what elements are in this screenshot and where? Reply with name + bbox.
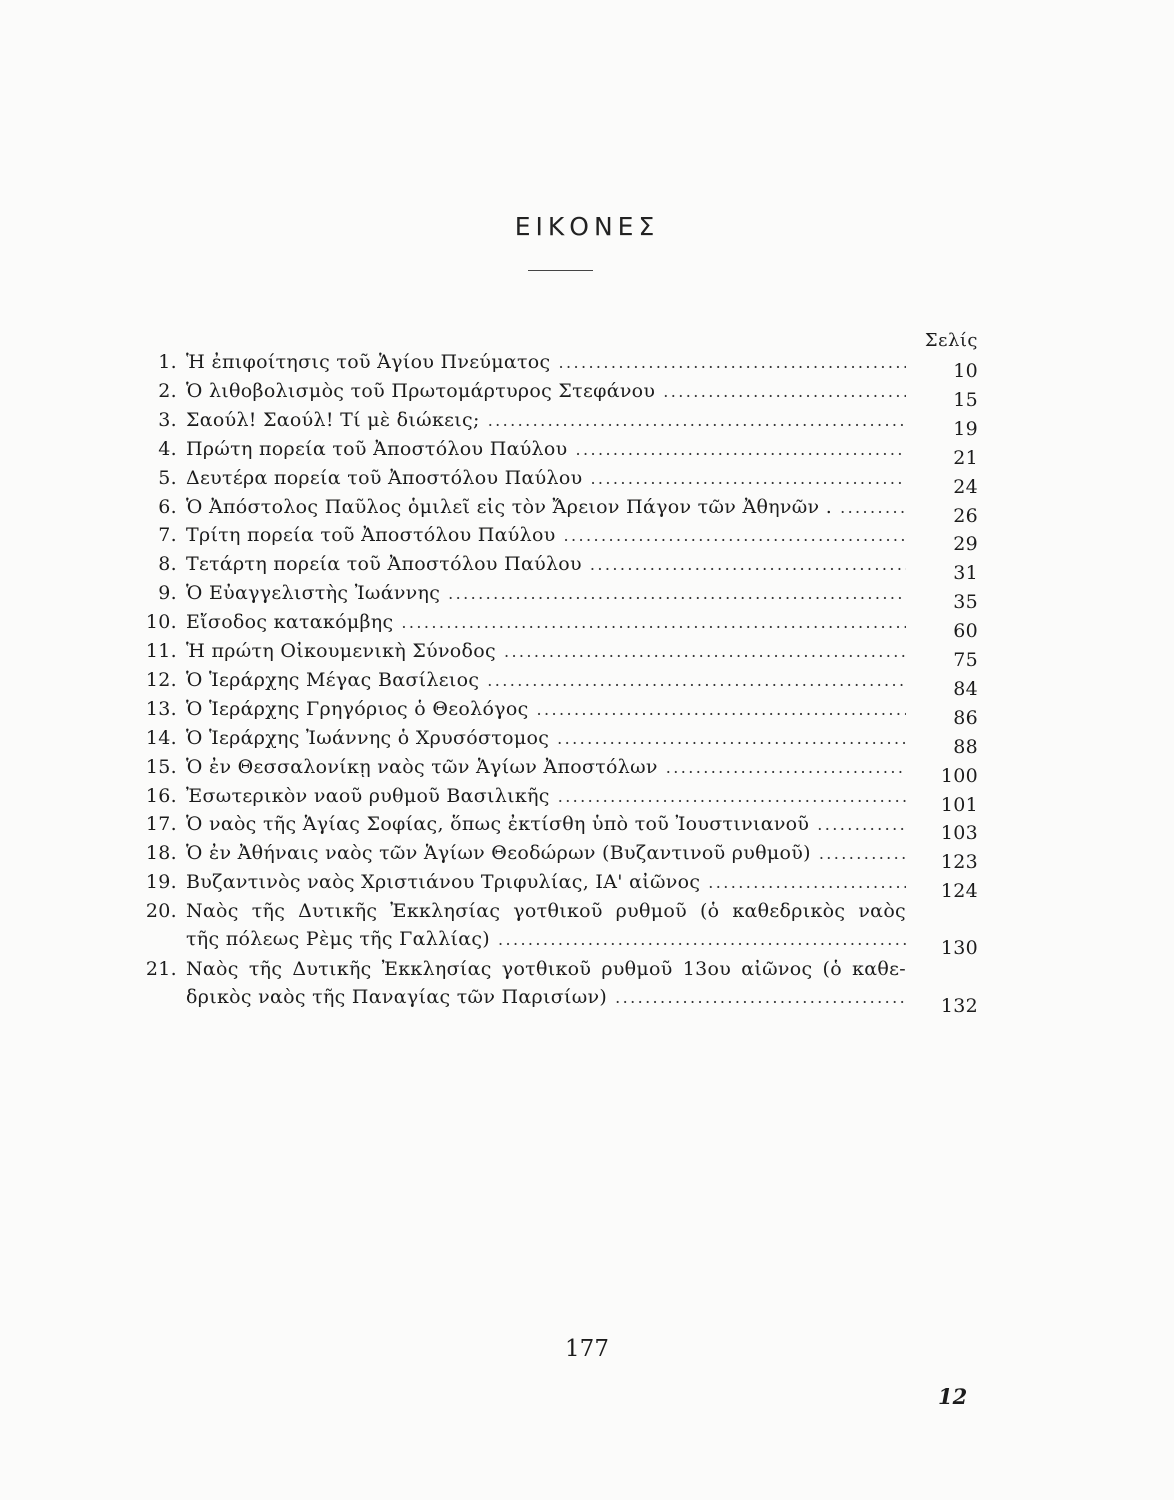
dot-leader — [488, 407, 906, 435]
entry-title: Ἐσωτερικὸν ναοῦ ρυθμοῦ Βασιλικῆς — [186, 784, 550, 807]
entry-page-number: 103 — [940, 822, 978, 845]
entry-page-number: 31 — [953, 562, 978, 585]
entry-page-number: 10 — [953, 360, 978, 382]
entry-number: 8. — [158, 553, 177, 576]
dot-leader — [576, 436, 907, 464]
entry-number: 15. — [145, 755, 177, 778]
dot-leader — [666, 754, 906, 782]
list-item — [120, 782, 978, 816]
entry-number: 3. — [158, 408, 177, 431]
entry-number: 9. — [158, 582, 177, 605]
entry-number: 1. — [158, 351, 177, 373]
entry-page-number: 21 — [953, 446, 978, 469]
list-item — [120, 579, 978, 614]
entry-number: 18. — [145, 842, 177, 865]
list-item — [120, 724, 978, 758]
entry-number: 19. — [145, 871, 177, 894]
entry-title: Ὁ Ἱεράρχης Μέγας Βασίλειος — [186, 668, 480, 691]
list-item — [120, 493, 978, 527]
dot-leader — [537, 696, 906, 724]
list-item — [120, 406, 978, 440]
dot-leader — [559, 349, 907, 377]
list-item — [120, 377, 978, 411]
entry-page-number: 15 — [953, 388, 978, 411]
entry-page-number: 124 — [940, 880, 978, 903]
title-rule — [528, 270, 593, 271]
entry-title: Τετάρτη πορεία τοῦ Ἀποστόλου Παύλου — [186, 553, 582, 576]
list-item — [120, 955, 978, 1017]
entry-page-number: 101 — [940, 793, 978, 816]
list-item — [120, 810, 978, 845]
list-item — [120, 637, 978, 671]
entry-page-number: 26 — [953, 504, 978, 527]
entry-page-number: 86 — [953, 706, 978, 729]
entry-number: 5. — [158, 466, 177, 489]
list-item — [120, 868, 978, 903]
list-item — [120, 839, 978, 874]
entry-title: Ναὸς τῆς Δυτικῆς Ἐκκλησίας γοτθικοῦ ρυθμοῦ 13ου αἰῶνος (ὁ καθε- — [186, 957, 906, 980]
entry-title: Δευτέρα πορεία τοῦ Ἀποστόλου Παύλου — [186, 466, 583, 489]
entry-number: 6. — [158, 495, 177, 518]
entry-title: Εἴσοδος κατακόμβης — [186, 611, 394, 634]
entry-page-number: 88 — [953, 735, 978, 758]
entry-title: Ὁ Ἱεράρχης Ἰωάννης ὁ Χρυσόστομος — [186, 726, 550, 749]
dot-leader — [840, 494, 906, 522]
entry-title: Ἡ πρώτη Οἰκουμενικὴ Σύνοδος — [186, 640, 496, 662]
entry-number: 4. — [158, 437, 177, 460]
list-item — [120, 464, 978, 498]
entry-title: τῆς πόλεως Ρὲμς τῆς Γαλλίας) — [186, 928, 490, 951]
entry-number: 13. — [145, 697, 177, 720]
list-item — [120, 608, 978, 643]
dot-leader — [558, 783, 906, 811]
entry-title: Πρώτη πορεία τοῦ Ἀποστόλου Παύλου — [186, 437, 568, 460]
entry-page-number: 84 — [953, 677, 978, 700]
page-number: 177 — [565, 1336, 609, 1362]
entry-page-number: 130 — [940, 937, 978, 960]
entry-title: Σαούλ! Σαούλ! Τί μὲ διώκεις; — [186, 408, 480, 431]
dot-leader — [564, 522, 906, 550]
entry-page-number: 132 — [940, 994, 978, 1017]
entry-title: Ὁ ἐν Ἀθήναις ναὸς τῶν Ἁγίων Θεοδώρων (Βυζαντινοῦ ρυθμοῦ) — [186, 842, 811, 865]
dot-leader — [590, 551, 906, 579]
entry-number: 7. — [158, 524, 177, 547]
entry-number: 11. — [145, 640, 177, 662]
entry-number: 21. — [145, 957, 177, 980]
entry-title: Ὁ Ἱεράρχης Γρηγόριος ὁ Θεολόγος — [186, 697, 529, 720]
entry-page-number: 19 — [953, 417, 978, 440]
list-item — [120, 348, 978, 382]
entry-title: Ὁ Ἀπόστολος Παῦλος ὁμιλεῖ εἰς τὸν Ἄρειον Πάγον τῶν Ἀθηνῶν . — [186, 495, 833, 518]
page-title: ΕΙΚΟΝΕΣ — [514, 212, 660, 241]
dot-leader — [487, 667, 906, 695]
entry-page-number: 75 — [953, 649, 978, 671]
entry-title: δρικὸς ναὸς τῆς Παναγίας τῶν Παρισίων) — [186, 985, 608, 1008]
signature-mark: 12 — [938, 1384, 968, 1409]
page-column-header: Σελίς — [924, 330, 978, 351]
dot-leader — [448, 580, 906, 608]
entry-number: 12. — [145, 668, 177, 691]
dot-leader — [663, 378, 906, 406]
entry-page-number: 35 — [953, 591, 978, 614]
entry-title: Βυζαντινὸς ναὸς Χριστιάνου Τριφυλίας, ΙΑ' αἰῶνος — [186, 871, 701, 894]
dot-leader — [817, 811, 906, 839]
dot-leader — [504, 638, 906, 666]
list-item — [120, 521, 978, 556]
list-item — [120, 550, 978, 585]
list-item — [120, 897, 978, 960]
entry-title: Ὁ λιθοβολισμὸς τοῦ Πρωτομάρτυρος Στεφάνου — [186, 379, 656, 402]
entry-page-number: 100 — [940, 764, 978, 787]
entry-number: 10. — [145, 611, 177, 634]
entry-number: 17. — [145, 813, 177, 836]
dot-leader — [401, 609, 906, 637]
dot-leader — [819, 840, 906, 868]
entry-title: Ὁ ναὸς τῆς Ἁγίας Σοφίας, ὅπως ἐκτίσθη ὑπὸ τοῦ Ἰουστινιανοῦ — [186, 813, 810, 836]
dot-leader — [557, 725, 906, 753]
dot-leader — [498, 926, 906, 954]
entry-title: Ὁ ἐν Θεσσαλονίκῃ ναὸς τῶν Ἁγίων Ἀποστόλων — [186, 755, 658, 778]
list-item — [120, 666, 978, 700]
entry-number: 20. — [145, 900, 177, 923]
dot-leader — [708, 869, 906, 897]
entry-title: Τρίτη πορεία τοῦ Ἀποστόλου Παύλου — [186, 524, 556, 547]
list-item — [120, 435, 978, 469]
entry-page-number: 60 — [953, 620, 978, 643]
entry-title: Ναὸς τῆς Δυτικῆς Ἐκκλησίας γοτθικοῦ ρυθμοῦ (ὁ καθεδρικὸς ναὸς — [186, 900, 906, 923]
entry-page-number: 123 — [940, 851, 978, 874]
list-item — [120, 753, 978, 787]
list-item — [120, 695, 978, 729]
entry-number: 2. — [158, 379, 177, 402]
entry-page-number: 24 — [953, 475, 978, 498]
entry-page-number: 29 — [953, 533, 978, 556]
entry-number: 14. — [145, 726, 177, 749]
entry-number: 16. — [145, 784, 177, 807]
entry-title: Ὁ Εὐαγγελιστὴς Ἰωάννης — [186, 582, 441, 605]
dot-leader — [615, 984, 906, 1012]
entry-title: Ἡ ἐπιφοίτησις τοῦ Ἁγίου Πνεύματος — [186, 351, 551, 373]
dot-leader — [590, 465, 906, 493]
